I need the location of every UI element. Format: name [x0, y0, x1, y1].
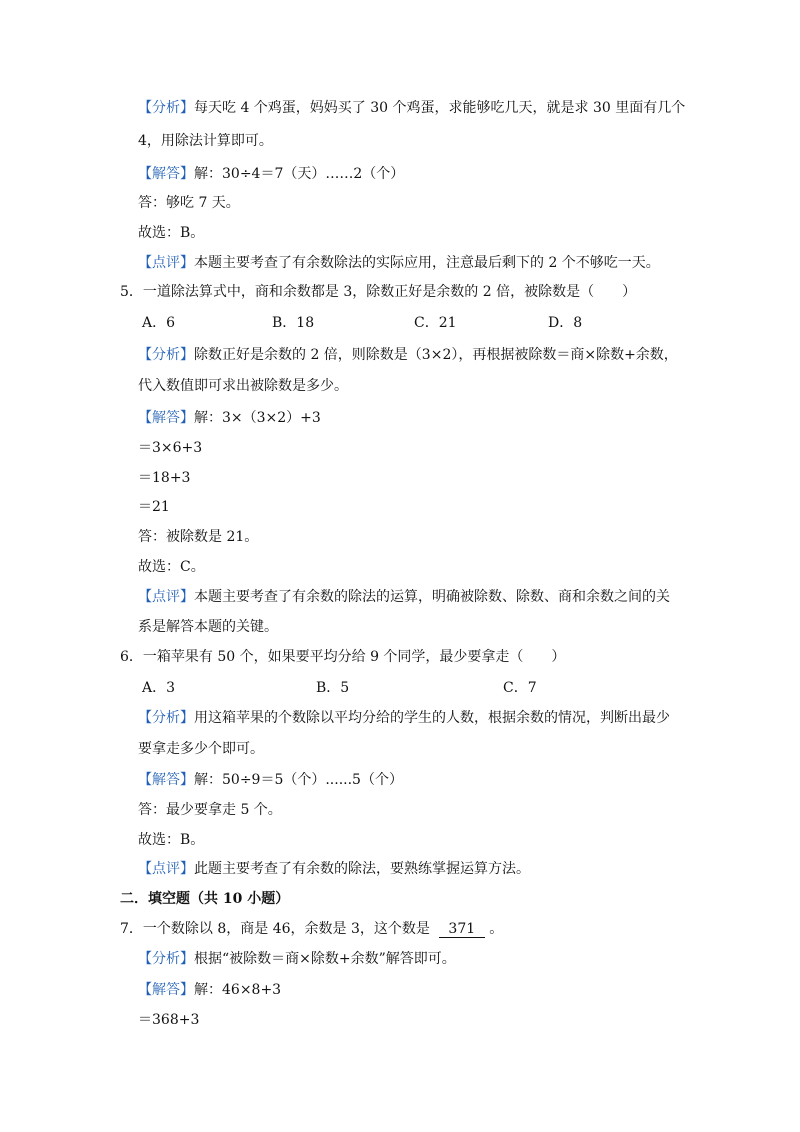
q7-answer: 【解答】解：46×8+3 [138, 982, 282, 998]
q4-choice: 故选：B。 [138, 225, 205, 241]
answer-tag: 【解答】 [138, 410, 194, 426]
answer-tag: 【解答】 [138, 772, 194, 788]
q6-analysis-line-2: 要拿走多少个即可。 [138, 741, 264, 757]
q7-step-1: ＝368+3 [138, 1012, 200, 1028]
q5-option-d: D．8 [548, 315, 583, 331]
q5-answer: 【解答】解：3×（3×2）+3 [138, 410, 321, 426]
analysis-tag: 【分析】 [138, 100, 194, 116]
q7-analysis: 【分析】根据“被除数＝商×除数+余数”解答即可。 [138, 951, 456, 967]
q4-answer: 【解答】解：30÷4＝7（天）……2（个） [138, 166, 405, 182]
q4-analysis-line-1: 【分析】每天吃 4 个鸡蛋，妈妈买了 30 个鸡蛋，求能够吃几天，就是求 30 里面有几个 [138, 100, 686, 116]
q6-choice: 故选：B。 [138, 832, 205, 848]
q5-analysis-line-1: 【分析】除数正好是余数的 2 倍，则除数是（3×2），再根据被除数＝商×除数+余数， [138, 347, 678, 363]
q6-stem: 6．一箱苹果有 50 个，如果要平均分给 9 个同学，最少要拿走（ ） [120, 649, 566, 665]
q5-step-2: ＝18+3 [138, 470, 191, 486]
answer-tag: 【解答】 [138, 982, 194, 998]
q7-answer-blank: 371 [439, 921, 485, 938]
q5-comment-line-2: 系是解答本题的关键。 [138, 619, 278, 635]
q5-step-3: ＝21 [138, 499, 170, 515]
analysis-tag: 【分析】 [138, 710, 194, 726]
q5-reply: 答：被除数是 21。 [138, 529, 259, 545]
q6-answer: 【解答】解：50÷9＝5（个）......5（个） [138, 772, 403, 788]
q6-option-a: A．3 [142, 680, 176, 696]
answer-tag: 【解答】 [138, 166, 194, 182]
q5-option-b: B．18 [272, 315, 315, 331]
comment-tag: 【点评】 [138, 589, 194, 605]
comment-tag: 【点评】 [138, 861, 194, 877]
q6-option-c: C．7 [503, 680, 537, 696]
q6-reply: 答：最少要拿走 5 个。 [138, 802, 282, 818]
q4-analysis-line-2: 4，用除法计算即可。 [138, 133, 273, 149]
analysis-tag: 【分析】 [138, 951, 194, 967]
q7-stem: 7．一个数除以 8，商是 46，余数是 3，这个数是 371 。 [120, 921, 504, 937]
q6-option-b: B．5 [316, 680, 350, 696]
q5-option-a: A．6 [142, 315, 176, 331]
q5-choice: 故选：C。 [138, 559, 205, 575]
analysis-tag: 【分析】 [138, 347, 194, 363]
q5-comment-line-1: 【点评】本题主要考查了有余数的除法的运算，明确被除数、除数、商和余数之间的关 [138, 589, 670, 605]
q5-option-c: C．21 [414, 315, 457, 331]
comment-tag: 【点评】 [138, 255, 194, 271]
q4-comment: 【点评】本题主要考查了有余数除法的实际应用，注意最后剩下的 2 个不够吃一天。 [138, 255, 660, 271]
q6-comment: 【点评】此题主要考查了有余数的除法，要熟练掌握运算方法。 [138, 861, 530, 877]
q5-analysis-line-2: 代入数值即可求出被除数是多少。 [138, 378, 348, 394]
q5-step-1: ＝3×6+3 [138, 440, 203, 456]
q4-reply: 答：够吃 7 天。 [138, 195, 240, 211]
q6-analysis-line-1: 【分析】用这箱苹果的个数除以平均分给的学生的人数，根据余数的情况，判断出最少 [138, 710, 670, 726]
section-title-fill-in: 二．填空题（共 10 小题） [120, 891, 290, 907]
q5-stem: 5．一道除法算式中，商和余数都是 3，除数正好是余数的 2 倍，被除数是（ ） [120, 284, 637, 300]
